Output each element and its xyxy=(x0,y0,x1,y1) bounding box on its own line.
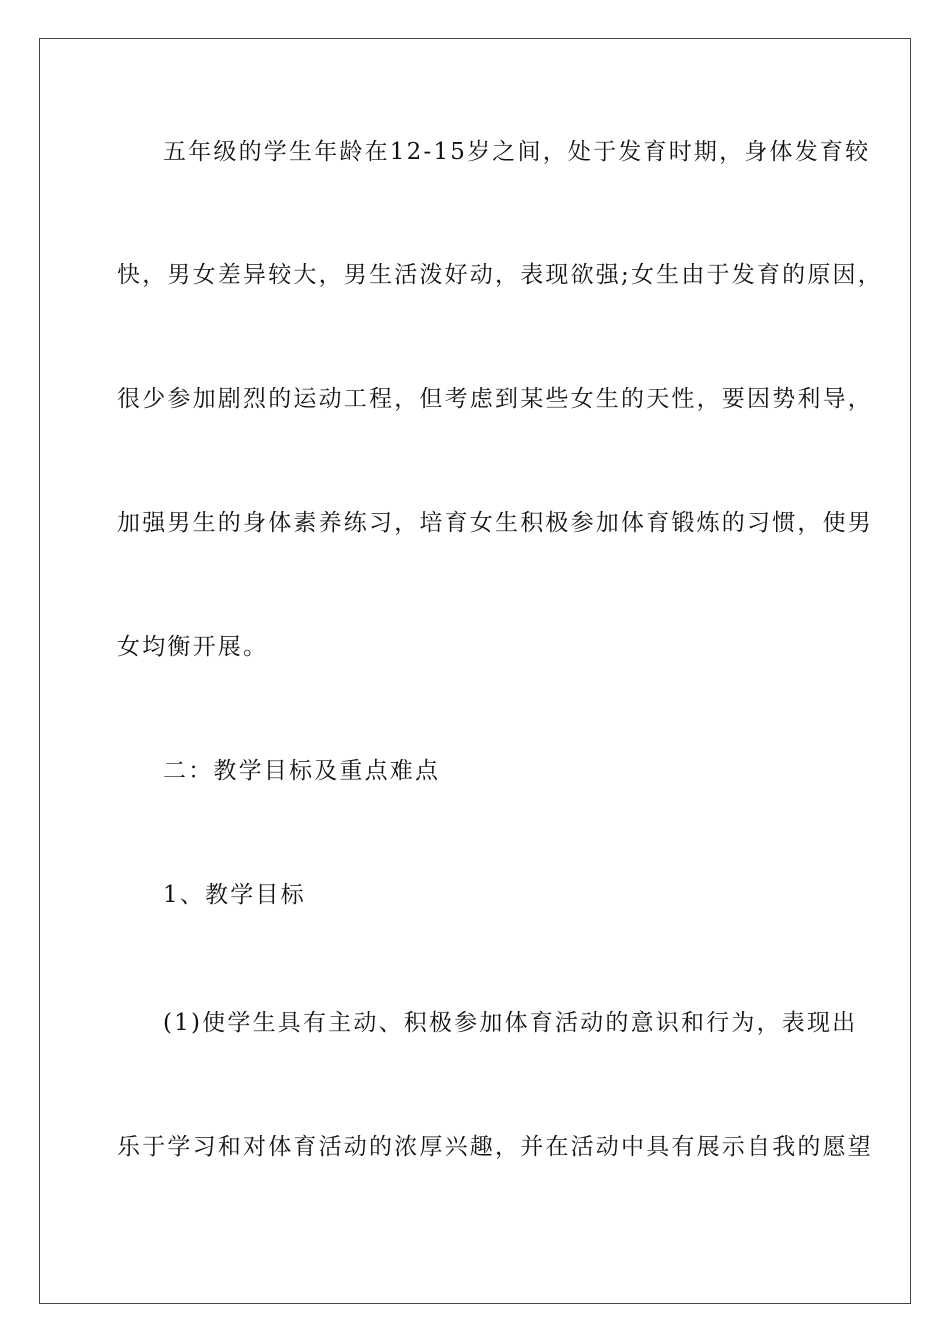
subsection-heading: 1、教学目标 xyxy=(163,882,306,908)
paragraph-1-line-1: 五年级的学生年龄在12-15岁之间，处于发育时期，身体发育较 xyxy=(163,139,871,165)
paragraph-1-line-3: 很少参加剧烈的运动工程，但考虑到某些女生的天性，要因势利导， xyxy=(117,386,873,412)
paragraph-1-line-4: 加强男生的身体素养练习，培育女生积极参加体育锻炼的习惯，使男 xyxy=(117,510,873,536)
paragraph-1-line-5: 女均衡开展。 xyxy=(117,634,269,660)
paragraph-2-line-1: (1)使学生具有主动、积极参加体育活动的意识和行为，表现出 xyxy=(163,1010,858,1036)
paragraph-1-line-2: 快，男女差异较大，男生活泼好动，表现欲强;女生由于发育的原因， xyxy=(117,262,883,288)
paragraph-2-line-2: 乐于学习和对体育活动的浓厚兴趣，并在活动中具有展示自我的愿望 xyxy=(117,1134,873,1160)
section-heading: 二：教学目标及重点难点 xyxy=(163,758,441,784)
page-border xyxy=(39,38,911,1304)
